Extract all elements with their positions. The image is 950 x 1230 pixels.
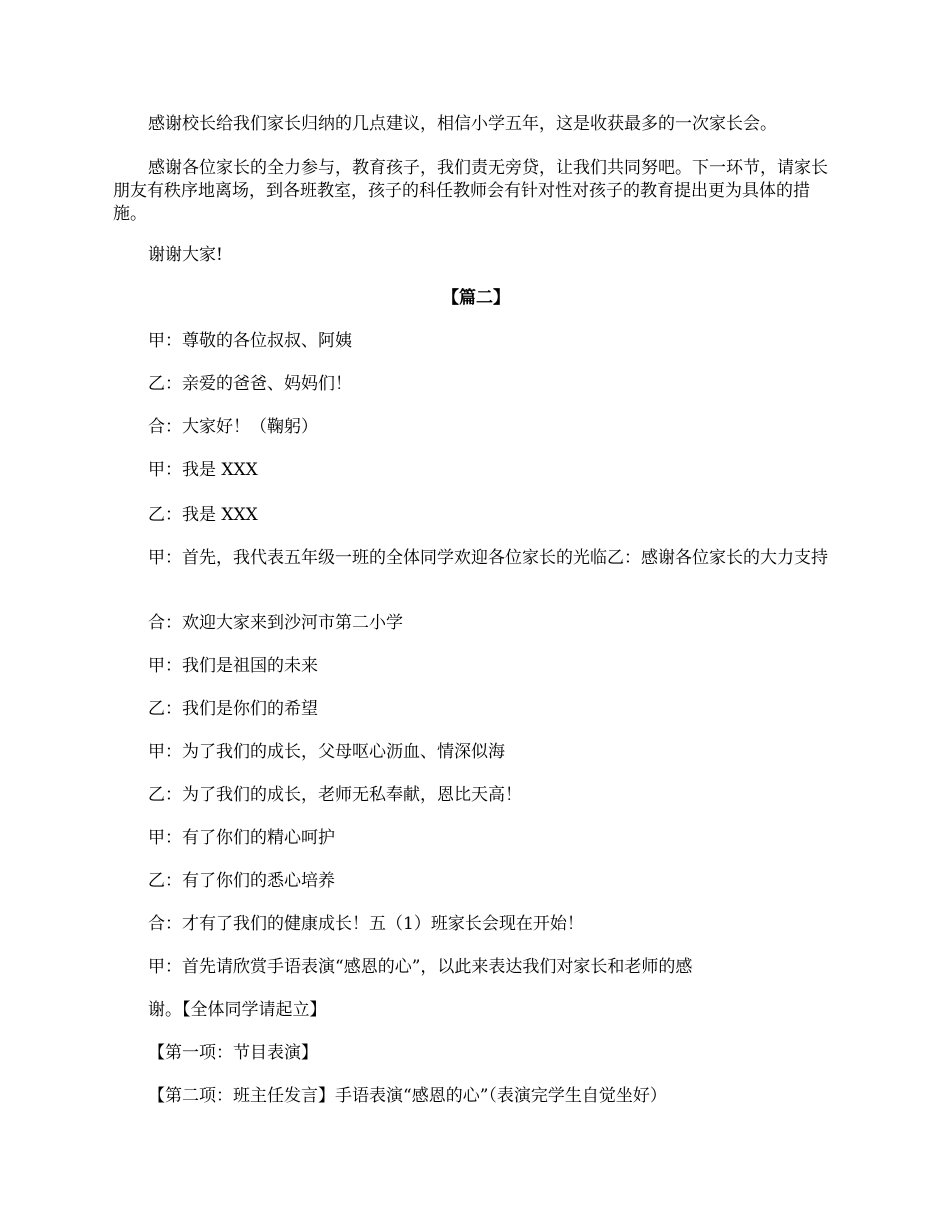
dialogue-line: 乙：我是 XXX [148, 505, 258, 525]
dialogue-line: 乙：我们是你们的希望 [148, 699, 318, 719]
paragraph-thank-you: 谢谢大家! [148, 245, 223, 265]
dialogue-line: 合：欢迎大家来到沙河市第二小学 [148, 613, 403, 633]
paragraph-thanks-principal: 感谢校长给我们家长归纳的几点建议，相信小学五年，这是收获最多的一次家长会。 [148, 114, 777, 134]
dialogue-line: 合：大家好！（鞠躬） [148, 417, 318, 437]
dialogue-line: 甲：我是 XXX [148, 460, 258, 480]
dialogue-line: 甲：为了我们的成长，父母呕心沥血、情深似海 [148, 742, 505, 762]
paragraph-thanks-parents: 感谢各位家长的全力参与，教育孩子，我们责无旁贷，让我们共同努吧。下一环节，请家长朋友有秩序地离场，到各班教室，孩子的科任教师会有针对性对孩子的教育提出更为具体的措施。 [113, 158, 828, 224]
dialogue-line: 甲：首先请欣赏手语表演“感恩的心”，以此来表达我们对家长和老师的感 [148, 957, 693, 977]
dialogue-line: 合：才有了我们的健康成长！五（1）班家长会现在开始！ [148, 914, 584, 934]
dialogue-line: 甲：有了你们的精心呵护 [148, 828, 335, 848]
dialogue-line: 甲：我们是祖国的未来 [148, 656, 318, 676]
dialogue-line: 乙：有了你们的悉心培养 [148, 871, 335, 891]
dialogue-line: 谢。【全体同学请起立】 [148, 1000, 327, 1020]
program-item: 【第一项：节目表演】 [148, 1043, 318, 1063]
dialogue-line: 甲：首先，我代表五年级一班的全体同学欢迎各位家长的光临乙：感谢各位家长的大力支持 [148, 548, 828, 568]
dialogue-line: 乙：亲爱的爸爸、妈妈们！ [148, 374, 352, 394]
program-item: 【第二项：班主任发言】手语表演“感恩的心”（表演完学生自觉坐好） [148, 1086, 667, 1106]
section-heading: 【篇二】 [442, 288, 510, 308]
dialogue-line: 甲：尊敬的各位叔叔、阿姨 [148, 331, 352, 351]
dialogue-line: 乙：为了我们的成长，老师无私奉献，恩比天高！ [148, 785, 522, 805]
